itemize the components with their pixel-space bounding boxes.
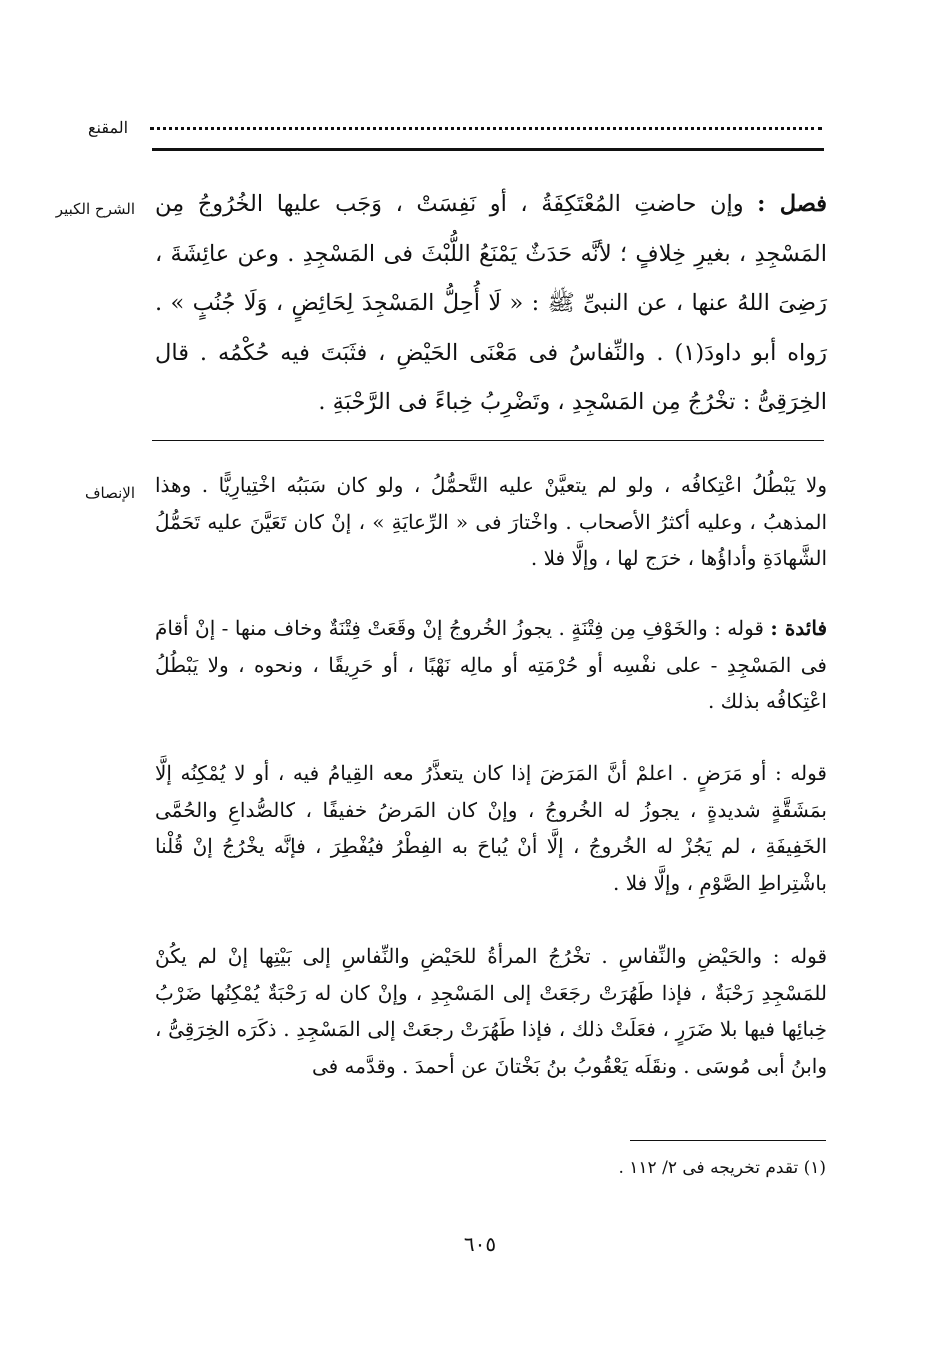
footnote-rule <box>630 1140 826 1141</box>
insaf-fa'ida-lead: فائدة : <box>770 616 828 640</box>
section-divider <box>152 440 824 441</box>
insaf-paragraph-1: ولا يَبْطُلُ اعْتِكافُه ، ولو لم يتعيَّنْ عليه التَّحمُّلُ ، ولو كان سَبَبُه اخْتِيارِيًّا . وهذا المذهبُ ، وعليه أكثرُ الأصحاب . واخْتارَ فى « الرِّعايَةِ » ، إنْ كان تَعَيَّنَ عليه تَحَمُّلُ الشَّهادَةِ وأداؤُها ، خرَج لها ، وإلَّا فلا . <box>155 473 827 570</box>
section-label-insaf: الإنصاف <box>84 484 135 502</box>
insaf-paragraph-2-text: قوله : والخَوْفِ مِن فِتْنَةٍ . يجوزُ الخُروجُ إنْ وقَعَتْ فِتْنَةٌ وخاف منها - إنْ أقامَ فى المَسْجِدِ - على نفْسِه أو حُرْمَتِه أو مالِه نَهْبًا ، أو حَرِيقًا ، ونحوه ، ولا يَبْطُلُ اعْتِكافُه بذلك . <box>155 616 827 713</box>
insaf-paragraph-4: قوله : والحَيْضِ والنِّفاسِ . تخْرُجُ المرأةُ للحَيْضِ والنِّفاسِ إلى بَيْتِها إنْ لم يكُنْ للمَسْجِدِ رَحْبَةٌ ، فإذا طَهُرَتْ رجَعَتْ إلى المَسْجِدِ ، وإنْ كان له رَحْبَةٌ يُمْكِنُها ضَرْبُ خِبائِها فيها بلا ضَرَرٍ ، فعَلَتْ ذلك ، فإذا طَهُرَتْ رجعَتْ إلى المَسْجِدِ . ذكَرَه الخِرَقِىُّ ، وابنُ أبى مُوسَى . ونقَلَه يَعْقُوبُ بنُ بَخْتانَ عن أحمدَ . وقدَّمه فى <box>155 944 828 1078</box>
sharh-text: وإن حاضتِ المُعْتَكِفَةُ ، أو نَفِسَتْ ، وَجَب عليها الخُرُوجُ مِن المَسْجِدِ ، بغيرِ خِلافٍ ؛ لأنَّه حَدَثٌ يَمْنَعُ اللُّبْثَ فى المَسْجِدِ . وعن عائِشَةَ ، رَضِىَ اللهُ عنها ، عن النبىِّ ﷺ : « لَا أُحِلُّ المَسْجِدَ لِحَائِضٍ ، وَلَا جُنُبٍ » . رَواه أبو داودَ(١) . والنِّفاسُ فى مَعْنَى الحَيْضِ ، فثَبَتَ فيه حُكْمُه . قال الخِرَقِىُّ : تخْرُجُ مِن المَسْجِدِ ، وتَضْرِبُ خِباءً فى الرَّحْبَةِ . <box>155 191 828 415</box>
page-number: ٦٠٥ <box>463 1232 497 1256</box>
section-label-sharh: الشرح الكبير <box>55 200 135 218</box>
insaf-paragraph-2 <box>155 610 827 720</box>
header-rule <box>152 148 824 151</box>
footnote: (١) تقدم تخريجه فى ٢/ ١١٢ . <box>618 1158 826 1178</box>
running-title: المقنع <box>88 118 129 137</box>
header-dotted-rule <box>150 110 822 130</box>
insaf-paragraph-3: قوله : أو مَرَضٍ . اعلمْ أنَّ المَرَضَ إذا كان يتعذَّرُ معه القِيامُ فيه ، أو لا يُمْكِنُه إلَّا بمَشَقَّةٍ شديدةٍ ، يجوزُ له الخُروجُ ، وإنْ كان المَرضُ خفيفًا ، كالصُّداعِ والحُمَّى الخَفِيفَةِ ، لم يَجُزْ له الخُروجُ ، إلَّا أنْ يُباحَ به الفِطْرُ فيُفْطِرَ ، فإنَّه يخْرُجُ إنْ قُلْنا باشْتِراطِ الصَّوْمِ ، وإلَّا فلا . <box>155 761 827 895</box>
sharh-paragraph <box>155 180 827 428</box>
sharh-lead: فصل : <box>757 191 828 217</box>
